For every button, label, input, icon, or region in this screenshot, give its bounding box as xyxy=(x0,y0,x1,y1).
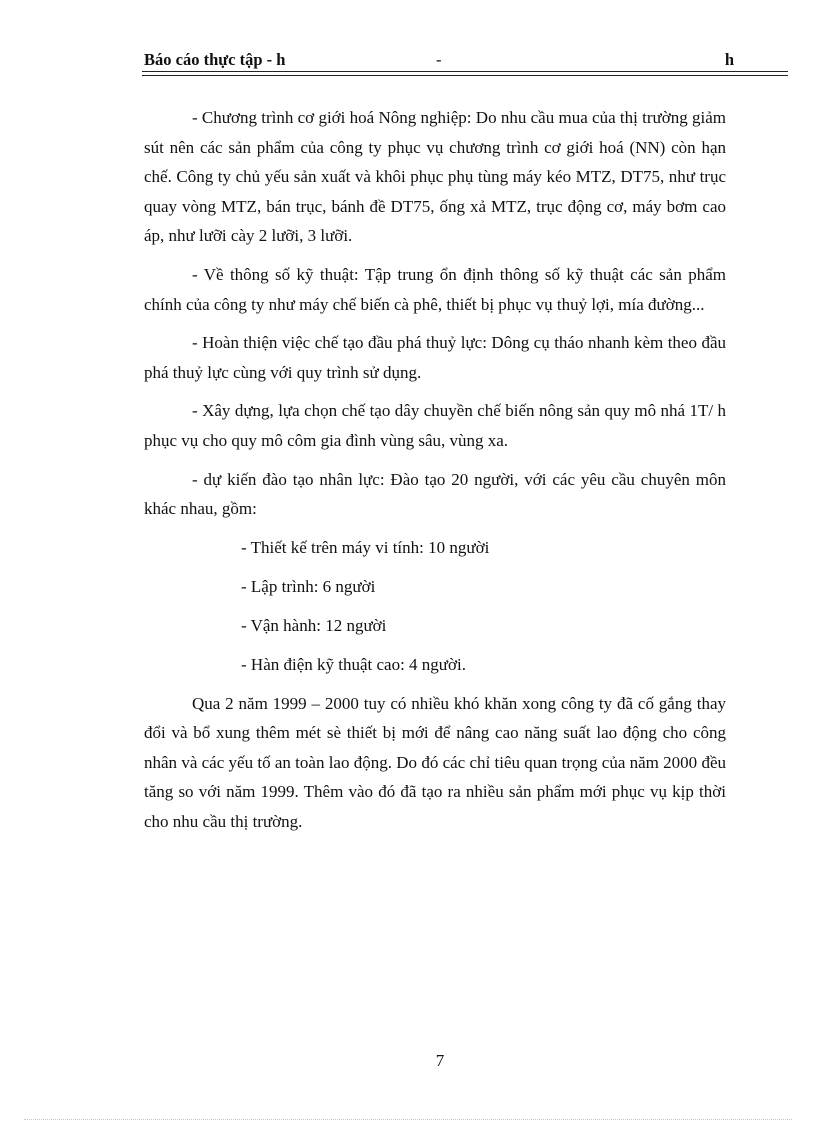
header-separator: - xyxy=(436,50,442,69)
page-number: 7 xyxy=(435,1051,445,1070)
paragraph-summary: Qua 2 năm 1999 – 2000 tuy có nhiều khó khăn xong công ty đã cố gắng thay đổi và bổ xung thêm mét sè thiết bị mới để nâng cao năng suất lao động cho công nhân và các yếu tố an toàn lao động. Do đó các chỉ tiêu quan trọng của năm 2000 đều tăng so với năm 1999. Thêm vào đó đã tạo ra nhiều sản phẩm mới phục vụ kịp thời cho nhu cầu thị trường. xyxy=(144,693,726,832)
header-right-text: h xyxy=(724,50,734,69)
paragraph-training: - dự kiến đào tạo nhân lực: Đào tạo 20 người, với các yêu cầu chuyên môn khác nhau, gồm: xyxy=(144,469,726,519)
header-rule-thick xyxy=(142,71,788,72)
paragraph-technical-specs: - Về thông số kỹ thuật: Tập trung ổn định thông số kỹ thuật các sản phẩm chính của công ty như máy chế biến cà phê, thiết bị phục vụ thuỷ lợi, mía đường... xyxy=(144,264,726,314)
list-item: - Hàn điện kỹ thuật cao: 4 người. xyxy=(241,654,466,674)
list-item: - Vận hành: 12 người xyxy=(241,615,387,635)
header-rule-thin xyxy=(142,75,788,76)
document-body xyxy=(144,103,726,846)
paragraph-processing-line: - Xây dựng, lựa chọn chế tạo dây chuyền chế biến nông sản quy mô nhá 1T/ h phục vụ cho quy mô côm gia đình vùng sâu, vùng xa. xyxy=(144,401,726,450)
header-title: Báo cáo thực tập - h xyxy=(144,50,286,69)
list-item: - Lập trình: 6 người xyxy=(241,576,376,596)
list-item: - Thiết kế trên máy vi tính: 10 người xyxy=(241,537,490,557)
page-header xyxy=(144,50,786,70)
paragraph-mechanization: - Chương trình cơ giới hoá Nông nghiệp: Do nhu cầu mua của thị trường giảm sút nên các sản phẩm của công ty phục vụ chương trình cơ giới hoá (NN) còn hạn chế. Công ty chủ yếu sản xuất và khôi phục phụ tùng máy kéo MTZ, DT75, như trục quay vòng MTZ, bán trục, bánh đề DT75, ống xả MTZ, trục động cơ, máy bơm cao áp, như lưỡi cày 2 lưỡi, 3 lưỡi. xyxy=(144,108,726,246)
page-bottom-border xyxy=(24,1119,792,1120)
paragraph-hydraulic-breaker: - Hoàn thiện việc chế tạo đầu phá thuỷ lực: Dông cụ tháo nhanh kèm theo đầu phá thuỷ lực cùng với quy trình sử dụng. xyxy=(144,333,726,382)
